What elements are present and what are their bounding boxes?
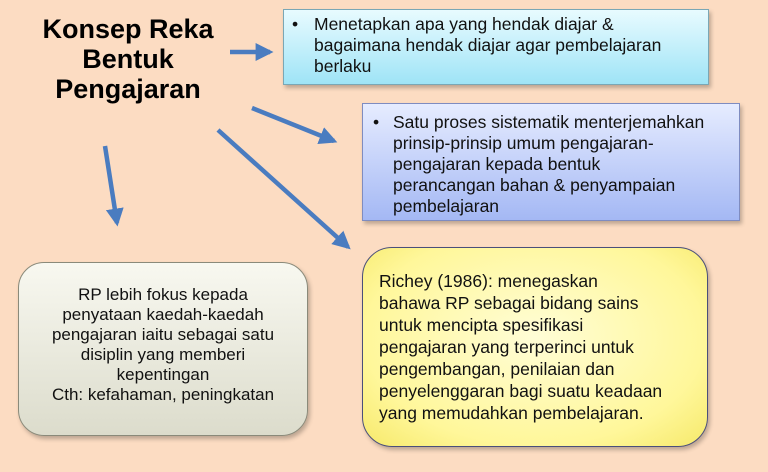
text-line: pengembangan, penilaian dan — [379, 359, 615, 379]
bullet-text — [393, 112, 704, 217]
text-line: yang memudahkan pembelajaran. — [379, 403, 644, 423]
bullet-marker: • — [373, 112, 380, 132]
arrow-to-richey-box — [218, 130, 348, 247]
text-line: perancangan bahan & penyampaian — [393, 175, 676, 195]
text-line: pengajaran iaitu sebagai satu — [51, 325, 275, 344]
richey-box — [362, 247, 708, 447]
process-box — [362, 103, 740, 221]
definition-box — [283, 9, 709, 85]
text-line: pembelajaran — [393, 196, 500, 216]
bullet-item — [373, 112, 729, 217]
text-line: prinsip-prinsip umum pengajaran- — [393, 133, 654, 153]
arrow-to-rp-focus-box — [105, 146, 117, 223]
title-line: Pengajaran — [55, 74, 201, 104]
title-line: Konsep Reka — [42, 14, 214, 44]
title-line: Bentuk — [82, 44, 174, 74]
text-line: Richey (1986): menegaskan — [379, 271, 598, 291]
text-line: pengajaran yang terperinci untuk — [379, 337, 634, 357]
text-line: Menetapkan apa yang hendak diajar & — [314, 14, 614, 34]
rp-focus-box — [18, 262, 308, 436]
text-line: untuk mencipta spesifikasi — [379, 315, 584, 335]
arrow-to-process-box — [252, 108, 334, 141]
bullet-text — [314, 14, 661, 77]
text-line: Cth: kefahaman, peningkatan — [51, 385, 275, 404]
text-line: RP lebih fokus kepada — [78, 285, 248, 304]
text-line: pengajaran kepada bentuk — [393, 154, 601, 174]
text-line: berlaku — [314, 56, 372, 76]
text-line: penyataan kaedah-kaedah — [62, 305, 264, 324]
bullet-marker: • — [292, 14, 299, 34]
text-line: bahawa RP sebagai bidang sains — [379, 293, 639, 313]
text-line: bagaimana hendak diajar agar pembelajaran — [314, 35, 662, 55]
text-line: kepentingan — [116, 365, 210, 384]
text-line: Satu proses sistematik menterjemahkan — [393, 112, 705, 132]
text-line: penyelenggaran bagi suatu keadaan — [379, 381, 663, 401]
bullet-item — [292, 14, 698, 77]
diagram-title — [18, 14, 238, 104]
text-line: disiplin yang memberi — [80, 345, 246, 364]
